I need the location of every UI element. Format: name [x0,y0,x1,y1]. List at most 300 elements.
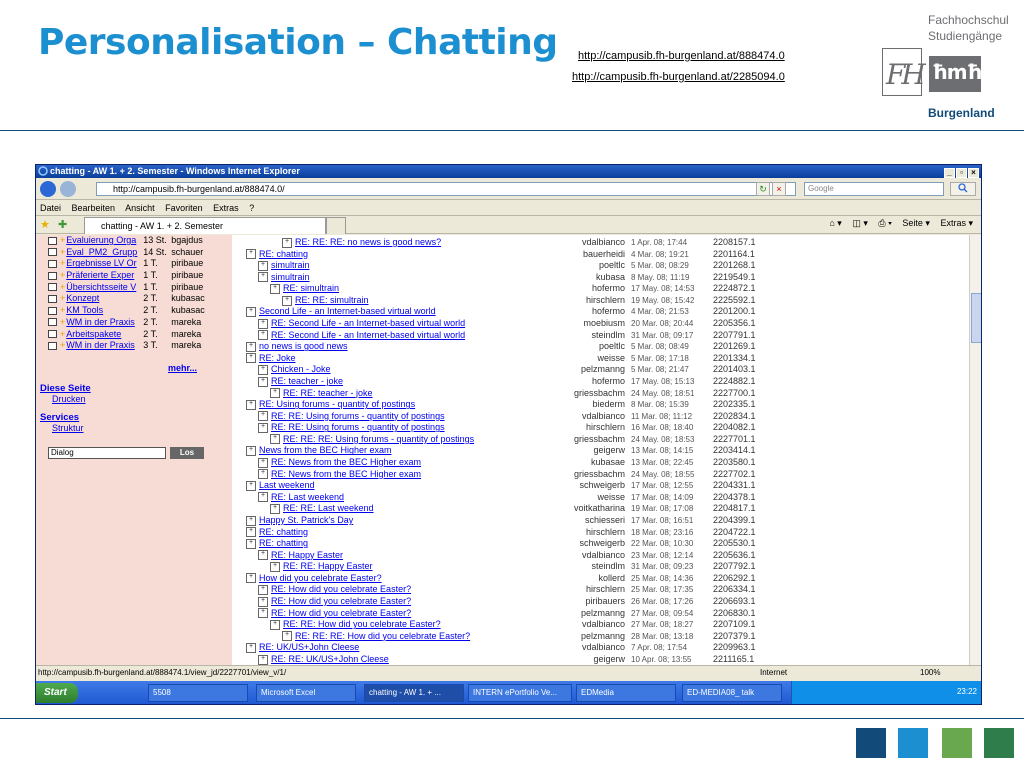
search-button[interactable] [950,182,976,196]
browser-window [35,164,982,705]
thread-id: 2202834.1 [713,410,756,421]
thread-row [242,619,970,631]
new-marker-icon: + [60,270,66,281]
thread-author: pelzmanng [580,364,625,375]
thread-date: 18 Mar. 08; 23:16 [631,527,694,537]
sidebar-link[interactable]: Übersichtsseite V [66,281,137,292]
drucken-link[interactable]: Drucken [52,394,86,404]
thread-row [242,584,970,596]
thread-subject-link[interactable]: + RE: How did you celebrate Easter? [258,608,411,620]
thread-id: 2227700.1 [713,387,756,398]
thread-author: voitkatharina [573,503,625,514]
task-talk[interactable]: ED-MEDIA08_ talk [682,684,782,702]
thread-author: griessbachm [573,468,625,479]
footer-square-3 [942,728,972,758]
thread-author: weisse [597,491,625,502]
thread-id: 2201269.1 [713,341,756,352]
thread-author: steindlm [591,329,625,340]
sidebar-age: 3 T. [143,340,158,351]
logo-line1: Fachhochschul [928,13,1009,27]
thread-id: 2202335.1 [713,399,756,410]
thread-author: kubasa [595,271,625,282]
thread-author: schweigerb [579,480,625,491]
thread-date: 27 Mar. 08; 18:27 [631,620,694,630]
thread-date: 24 May. 08; 18:51 [631,388,695,398]
thread-author: geigerw [593,653,625,664]
thread-row [242,561,970,573]
search-input[interactable]: Google [804,182,944,196]
sidebar-row [48,258,211,270]
logo-emblem-text: ħmħ [932,60,982,84]
thread-date: 25 Mar. 08; 17:35 [631,585,694,595]
sidebar-link[interactable]: Konzept [66,293,100,304]
dialog-select[interactable]: Dialog [48,447,166,459]
thread-id: 2211165.1 [713,653,755,664]
address-toolbar [36,178,981,200]
header-rule [0,130,1024,131]
home-icon[interactable]: ⌂ ▾ [829,218,842,228]
thread-id: 2201403.1 [713,364,756,375]
thread-date: 19 May. 08; 15:42 [631,295,695,305]
sidebar-user: piribaue [171,281,204,292]
thread-row [242,631,970,643]
thread-id: 2204082.1 [713,422,756,433]
document-icon [48,307,57,315]
window-title: chatting - AW 1. + 2. Semester - Windows Internet Explorer [50,166,300,176]
new-tab-button[interactable] [326,217,346,234]
thread-author: bauerheidi [582,248,625,259]
sidebar-age: 2 T. [143,316,158,327]
thread-date: 4 Mar. 08; 19:21 [631,249,689,259]
sidebar-link[interactable]: WM in der Praxis [66,316,135,327]
menu-help[interactable]: ? [249,203,255,213]
new-marker-icon: + [60,293,66,304]
refresh-button[interactable]: ↻ [756,182,770,196]
forward-button[interactable] [60,181,76,197]
thread-author: vdalbianco [581,642,625,653]
thread-id: 2203580.1 [713,457,756,468]
minimize-button[interactable]: _ [944,168,955,178]
sidebar-row [48,305,211,317]
sidebar-link[interactable]: Ergebnisse LV Or [66,258,137,269]
thread-row [242,434,970,446]
sidebar-link[interactable]: Evaluierung Orga [66,235,137,245]
thread-id: 2201164.1 [713,248,755,259]
scroll-thumb[interactable] [971,293,982,343]
thread-row [242,515,970,527]
thread-author: kubasae [590,457,625,468]
sidebar-row [48,270,211,282]
thread-date: 11 Mar. 08; 11:12 [631,411,693,421]
thread-author: hirschlern [585,422,625,433]
thread-row [242,318,970,330]
thread-row [242,295,970,307]
thread-subject-link[interactable]: + RE: simultrain [270,283,339,295]
document-icon [48,283,57,291]
thread-subject-link[interactable]: + RE: chatting [246,538,308,550]
thread-subject-link[interactable]: + RE: RE: Happy Easter [270,561,373,573]
thread-date: 17 Mar. 08; 14:09 [631,492,694,502]
thread-subject-link[interactable]: + RE: Using forums - quantity of postings [246,399,415,411]
thread-date: 17 May. 08; 15:13 [631,376,695,386]
close-button[interactable]: × [968,168,979,178]
thread-id: 2224882.1 [713,375,756,386]
thread-author: hirschlern [585,294,625,305]
thread-author: schiesseri [584,514,625,525]
thread-date: 26 Mar. 08; 17:26 [631,596,694,606]
thread-author: poeltlc [598,341,625,352]
document-icon [48,248,57,256]
sidebar-age: 2 T. [143,328,158,339]
thread-subject-link[interactable]: + simultrain [258,272,310,284]
command-bar [821,218,973,229]
thread-row [242,573,970,585]
thread-id: 2206693.1 [713,595,756,606]
thread-id: 2207791.1 [713,329,756,340]
thread-subject-link[interactable]: + RE: chatting [246,527,308,539]
thread-row [242,399,970,411]
thread-id: 2225592.1 [713,294,756,305]
thread-row [242,272,970,284]
thread-date: 10 Apr. 08; 13:55 [631,654,692,664]
sidebar-age: 2 T. [143,305,158,316]
thread-author: kollerd [598,572,625,583]
maximize-button[interactable]: ▫ [956,168,967,178]
thread-date: 27 Mar. 08; 09:54 [631,608,694,618]
sidebar-row [48,247,211,259]
new-marker-icon: + [60,305,66,316]
thread-row [242,445,970,457]
thread-subject-link[interactable]: + RE: chatting [246,249,308,261]
thread-id: 2204722.1 [713,526,756,537]
thread-id: 2227701.1 [713,433,756,444]
add-favorite-icon[interactable]: ✚ [58,219,68,231]
thread-row [242,642,970,654]
sidebar-link[interactable]: WM in der Praxis [66,340,135,351]
zoom-control[interactable]: 100% [920,668,941,677]
thread-subject-link[interactable]: + RE: Happy Easter [258,550,343,562]
thread-author: piribauers [585,595,625,606]
new-marker-icon: + [60,328,66,339]
thread-subject-link[interactable]: + RE: News from the BEC Higher exam [258,457,421,469]
thread-row [242,237,970,249]
thread-id: 2205356.1 [713,318,756,329]
thread-date: 5 Mar. 08; 21:47 [631,365,689,375]
thread-row [242,538,970,550]
thread-row [242,283,970,295]
thread-subject-link[interactable]: + RE: How did you celebrate Easter? [258,584,411,596]
thread-row [242,596,970,608]
page-content [36,235,982,665]
thread-date: 7 Apr. 08; 17:54 [631,643,688,653]
logo-text [928,12,1009,44]
tab-chatting[interactable]: chatting - AW 1. + 2. Semester [84,217,326,234]
sidebar-user: mareka [171,328,202,339]
task-5508[interactable]: 5508 [148,684,248,702]
thread-subject-link[interactable]: + RE: Last weekend [258,492,344,504]
thread-subject-link[interactable]: + RE: teacher - joke [258,376,343,388]
thread-subject-link[interactable]: + RE: Second Life - an Internet-based virtual world [258,330,465,342]
thread-subject-link[interactable]: + RE: UK/US+John Cleese [246,642,359,654]
thread-id: 2207109.1 [713,619,756,630]
sidebar-row [48,340,211,352]
more-link[interactable]: mehr... [168,363,198,373]
thread-date: 19 Mar. 08; 17:08 [631,504,694,514]
sidebar-user: bgajdus [171,235,203,245]
thread-row [242,527,970,539]
thread-date: 28 Mar. 08; 13:18 [631,631,694,641]
thread-row [242,469,970,481]
footer-rule [0,718,1024,719]
menu-datei[interactable]: Datei [40,203,62,213]
thread-author: poeltlc [598,260,625,271]
stop-button[interactable]: × [772,182,786,196]
search-icon [958,183,968,193]
thread-row [242,411,970,423]
document-icon [48,330,57,338]
sidebar-user: kubasac [171,305,205,316]
clock: 23:22 [956,687,977,696]
thread-subject-link[interactable]: + RE: RE: Using forums - quantity of postings [258,411,445,423]
thread-id: 2203414.1 [713,445,756,456]
footer-square-1 [856,728,886,758]
sidebar-age: 1 T. [143,270,158,281]
thread-list [242,235,970,665]
document-icon [48,318,57,326]
sidebar-row [48,235,211,247]
new-marker-icon: + [60,246,66,257]
page-menu[interactable]: Seite ▾ [902,218,930,228]
task-chatting[interactable]: chatting - AW 1. + ... [364,684,464,702]
task-eportfolio[interactable]: INTERN ePortfolio Ve... [468,684,572,702]
thread-subject-link[interactable]: + Happy St. Patrick's Day [246,515,353,527]
thread-subject-link[interactable]: + RE: RE: RE: How did you celebrate Easter? [282,631,470,643]
thread-row [242,341,970,353]
thread-author: vdalbianco [581,410,625,421]
thread-date: 13 Mar. 08; 22:45 [631,458,694,468]
thread-id: 2201334.1 [713,352,756,363]
document-icon [48,260,57,268]
thread-subject-link[interactable]: + Chicken - Joke [258,364,331,376]
zone-indicator: Internet [760,668,788,677]
thread-subject-link[interactable]: + RE: RE: simultrain [282,295,369,307]
link-2285094[interactable]: http://campusib.fh-burgenland.at/2285094.0 [572,71,785,83]
thread-id: 2206292.1 [713,572,756,583]
logo-fh-mark: FH [886,58,922,91]
thread-author: schweigerb [579,538,625,549]
thread-row [242,353,970,365]
thread-author: hirschlern [585,526,625,537]
thread-subject-link[interactable]: + RE: News from the BEC Higher exam [258,469,421,481]
portal-sidebar [36,235,232,665]
task-excel[interactable]: Microsoft Excel [256,684,356,702]
thread-row [242,608,970,620]
thread-date: 17 May. 08; 14:53 [631,284,695,294]
menu-extras[interactable]: Extras [213,203,239,213]
thread-subject-link[interactable]: + RE: Joke [246,353,296,365]
slide-title: Personalisation – Chatting [38,22,558,63]
thread-subject-link[interactable]: + RE: RE: RE: no news is good news? [282,237,441,249]
thread-id: 2224872.1 [713,283,756,294]
new-marker-icon: + [60,281,66,292]
sidebar-user: kubasac [171,293,205,304]
thread-id: 2206334.1 [713,584,756,595]
sidebar-age: 1 T. [143,281,158,292]
thread-author: hofermo [591,375,625,386]
thread-id: 2206830.1 [713,607,756,618]
window-titlebar [36,165,981,178]
sidebar-age: 2 T. [143,293,158,304]
document-icon [48,272,57,280]
menu-ansicht[interactable]: Ansicht [125,203,155,213]
thread-author: hirschlern [585,584,625,595]
extras-menu[interactable]: Extras ▾ [940,218,973,228]
thread-date: 17 Mar. 08; 16:51 [631,515,694,525]
section-services[interactable]: Services [40,412,80,423]
thread-date: 1 Apr. 08; 17:44 [631,238,688,247]
thread-id: 2207792.1 [713,561,756,572]
thread-row [242,364,970,376]
thread-author: griessbachm [573,387,625,398]
thread-row [242,306,970,318]
sidebar-row [48,329,211,341]
thread-author: biederm [592,399,625,410]
feeds-icon[interactable]: ◫ ▾ [852,218,868,228]
thread-author: pelzmanng [580,630,625,641]
system-tray [791,681,982,705]
thread-subject-link[interactable]: + RE: How did you celebrate Easter? [258,596,411,608]
document-icon [48,237,57,245]
thread-date: 5 Mar. 08; 08:49 [631,342,689,352]
menu-favoriten[interactable]: Favoriten [165,203,203,213]
thread-date: 24 May. 08; 18:55 [631,469,695,479]
thread-subject-link[interactable]: + RE: Second Life - an Internet-based virtual world [258,318,465,330]
thread-subject-link[interactable]: + News from the BEC Higher exam [246,445,392,457]
struktur-link[interactable]: Struktur [52,423,84,433]
sidebar-age: 13 St. [143,235,167,245]
status-bar [36,665,982,680]
thread-date: 20 Mar. 08; 20:44 [631,319,694,329]
thread-author: weisse [597,352,625,363]
thread-author: vdalbianco [581,619,625,630]
menu-bar [36,200,981,216]
thread-subject-link[interactable]: + RE: RE: How did you celebrate Easter? [270,619,441,631]
thread-row [242,376,970,388]
sidebar-link[interactable]: Eval_PM2_Grupp [66,246,138,257]
new-marker-icon: + [60,258,66,269]
sidebar-row [48,317,211,329]
thread-subject-link[interactable]: + no news is good news [246,341,348,353]
thread-id: 2219549.1 [713,271,756,282]
thread-id: 2205636.1 [713,549,756,560]
sidebar-user: mareka [171,316,202,327]
sidebar-row [48,293,211,305]
thread-subject-link[interactable]: + RE: RE: Last weekend [270,503,374,515]
sidebar-age: 14 St. [143,246,167,257]
print-icon[interactable]: ⎙ ▾ [878,218,892,228]
start-button[interactable]: Start [36,683,78,703]
thread-date: 22 Mar. 08; 10:30 [631,539,694,549]
thread-id: 2201268.1 [713,260,756,271]
thread-date: 23 Mar. 08; 12:14 [631,550,694,560]
thread-id: 2204331.1 [713,480,756,491]
thread-subject-link[interactable]: + How did you celebrate Easter? [246,573,382,585]
task-edmedia[interactable]: EDMedia [576,684,676,702]
thread-subject-link[interactable]: + RE: RE: UK/US+John Cleese [258,654,389,665]
thread-subject-link[interactable]: + Last weekend [246,480,315,492]
thread-id: 2204817.1 [713,503,756,514]
thread-row [242,422,970,434]
ie-icon [38,166,48,176]
thread-date: 8 Mar. 08; 15:39 [631,400,689,410]
document-icon [48,342,57,350]
address-field[interactable]: http://campusib.fh-burgenland.at/888474.0/ [96,182,796,196]
logo-region: Burgenland [928,106,995,120]
new-marker-icon: + [60,316,66,327]
address-buttons [756,182,788,196]
thread-row [242,492,970,504]
footer-square-4 [984,728,1014,758]
sidebar-link[interactable]: Arbeitspakete [66,328,122,339]
thread-author: steindlm [591,561,625,572]
thread-subject-link[interactable]: + RE: RE: teacher - joke [270,388,373,400]
sidebar-row [48,282,211,294]
sidebar-user: piribaue [171,270,204,281]
vertical-scrollbar[interactable] [969,235,982,665]
thread-author: hofermo [591,283,625,294]
favorites-star-icon[interactable]: ★ [40,219,50,231]
thread-subject-link[interactable]: + Second Life - an Internet-based virtual world [246,306,436,318]
thread-date: 4 Mar. 08; 21:53 [631,307,689,317]
sidebar-user: schauer [171,246,204,257]
menu-bearbeiten[interactable]: Bearbeiten [71,203,116,213]
sidebar-link[interactable]: Präferierte Exper [66,270,135,281]
thread-subject-link[interactable]: + RE: RE: RE: Using forums - quantity of postings [270,434,474,446]
back-button[interactable] [40,181,56,197]
thread-id: 2227702.1 [713,468,756,479]
thread-row [242,550,970,562]
document-icon [48,295,57,303]
thread-row [242,249,970,261]
thread-row [242,457,970,469]
footer-square-2 [898,728,928,758]
thread-author: hofermo [591,306,625,317]
thread-date: 17 Mar. 08; 12:55 [631,481,694,491]
thread-date: 31 Mar. 08; 09:17 [631,330,694,340]
thread-id: 2207379.1 [713,630,756,641]
los-button[interactable]: Los [170,447,204,459]
thread-subject-link[interactable]: + simultrain [258,260,310,272]
thread-author: geigerw [593,445,625,456]
thread-subject-link[interactable]: + RE: RE: Using forums - quantity of postings [258,422,445,434]
link-888474[interactable]: http://campusib.fh-burgenland.at/888474.0 [578,50,785,62]
taskbar [36,681,982,705]
thread-author: vdalbianco [581,549,625,560]
new-marker-icon: + [60,235,66,245]
section-diese-seite[interactable]: Diese Seite [40,383,91,394]
thread-date: 16 Mar. 08; 18:40 [631,423,694,433]
thread-id: 2208157.1 [713,237,756,247]
thread-row [242,654,970,665]
thread-date: 31 Mar. 08; 09:23 [631,562,694,572]
thread-id: 2204378.1 [713,491,756,502]
sidebar-link[interactable]: KM Tools [66,305,104,316]
thread-row [242,503,970,515]
thread-row [242,480,970,492]
thread-date: 5 Mar. 08; 17:18 [631,353,689,363]
new-marker-icon: + [60,340,66,351]
thread-date: 13 Mar. 08; 14:15 [631,446,694,456]
